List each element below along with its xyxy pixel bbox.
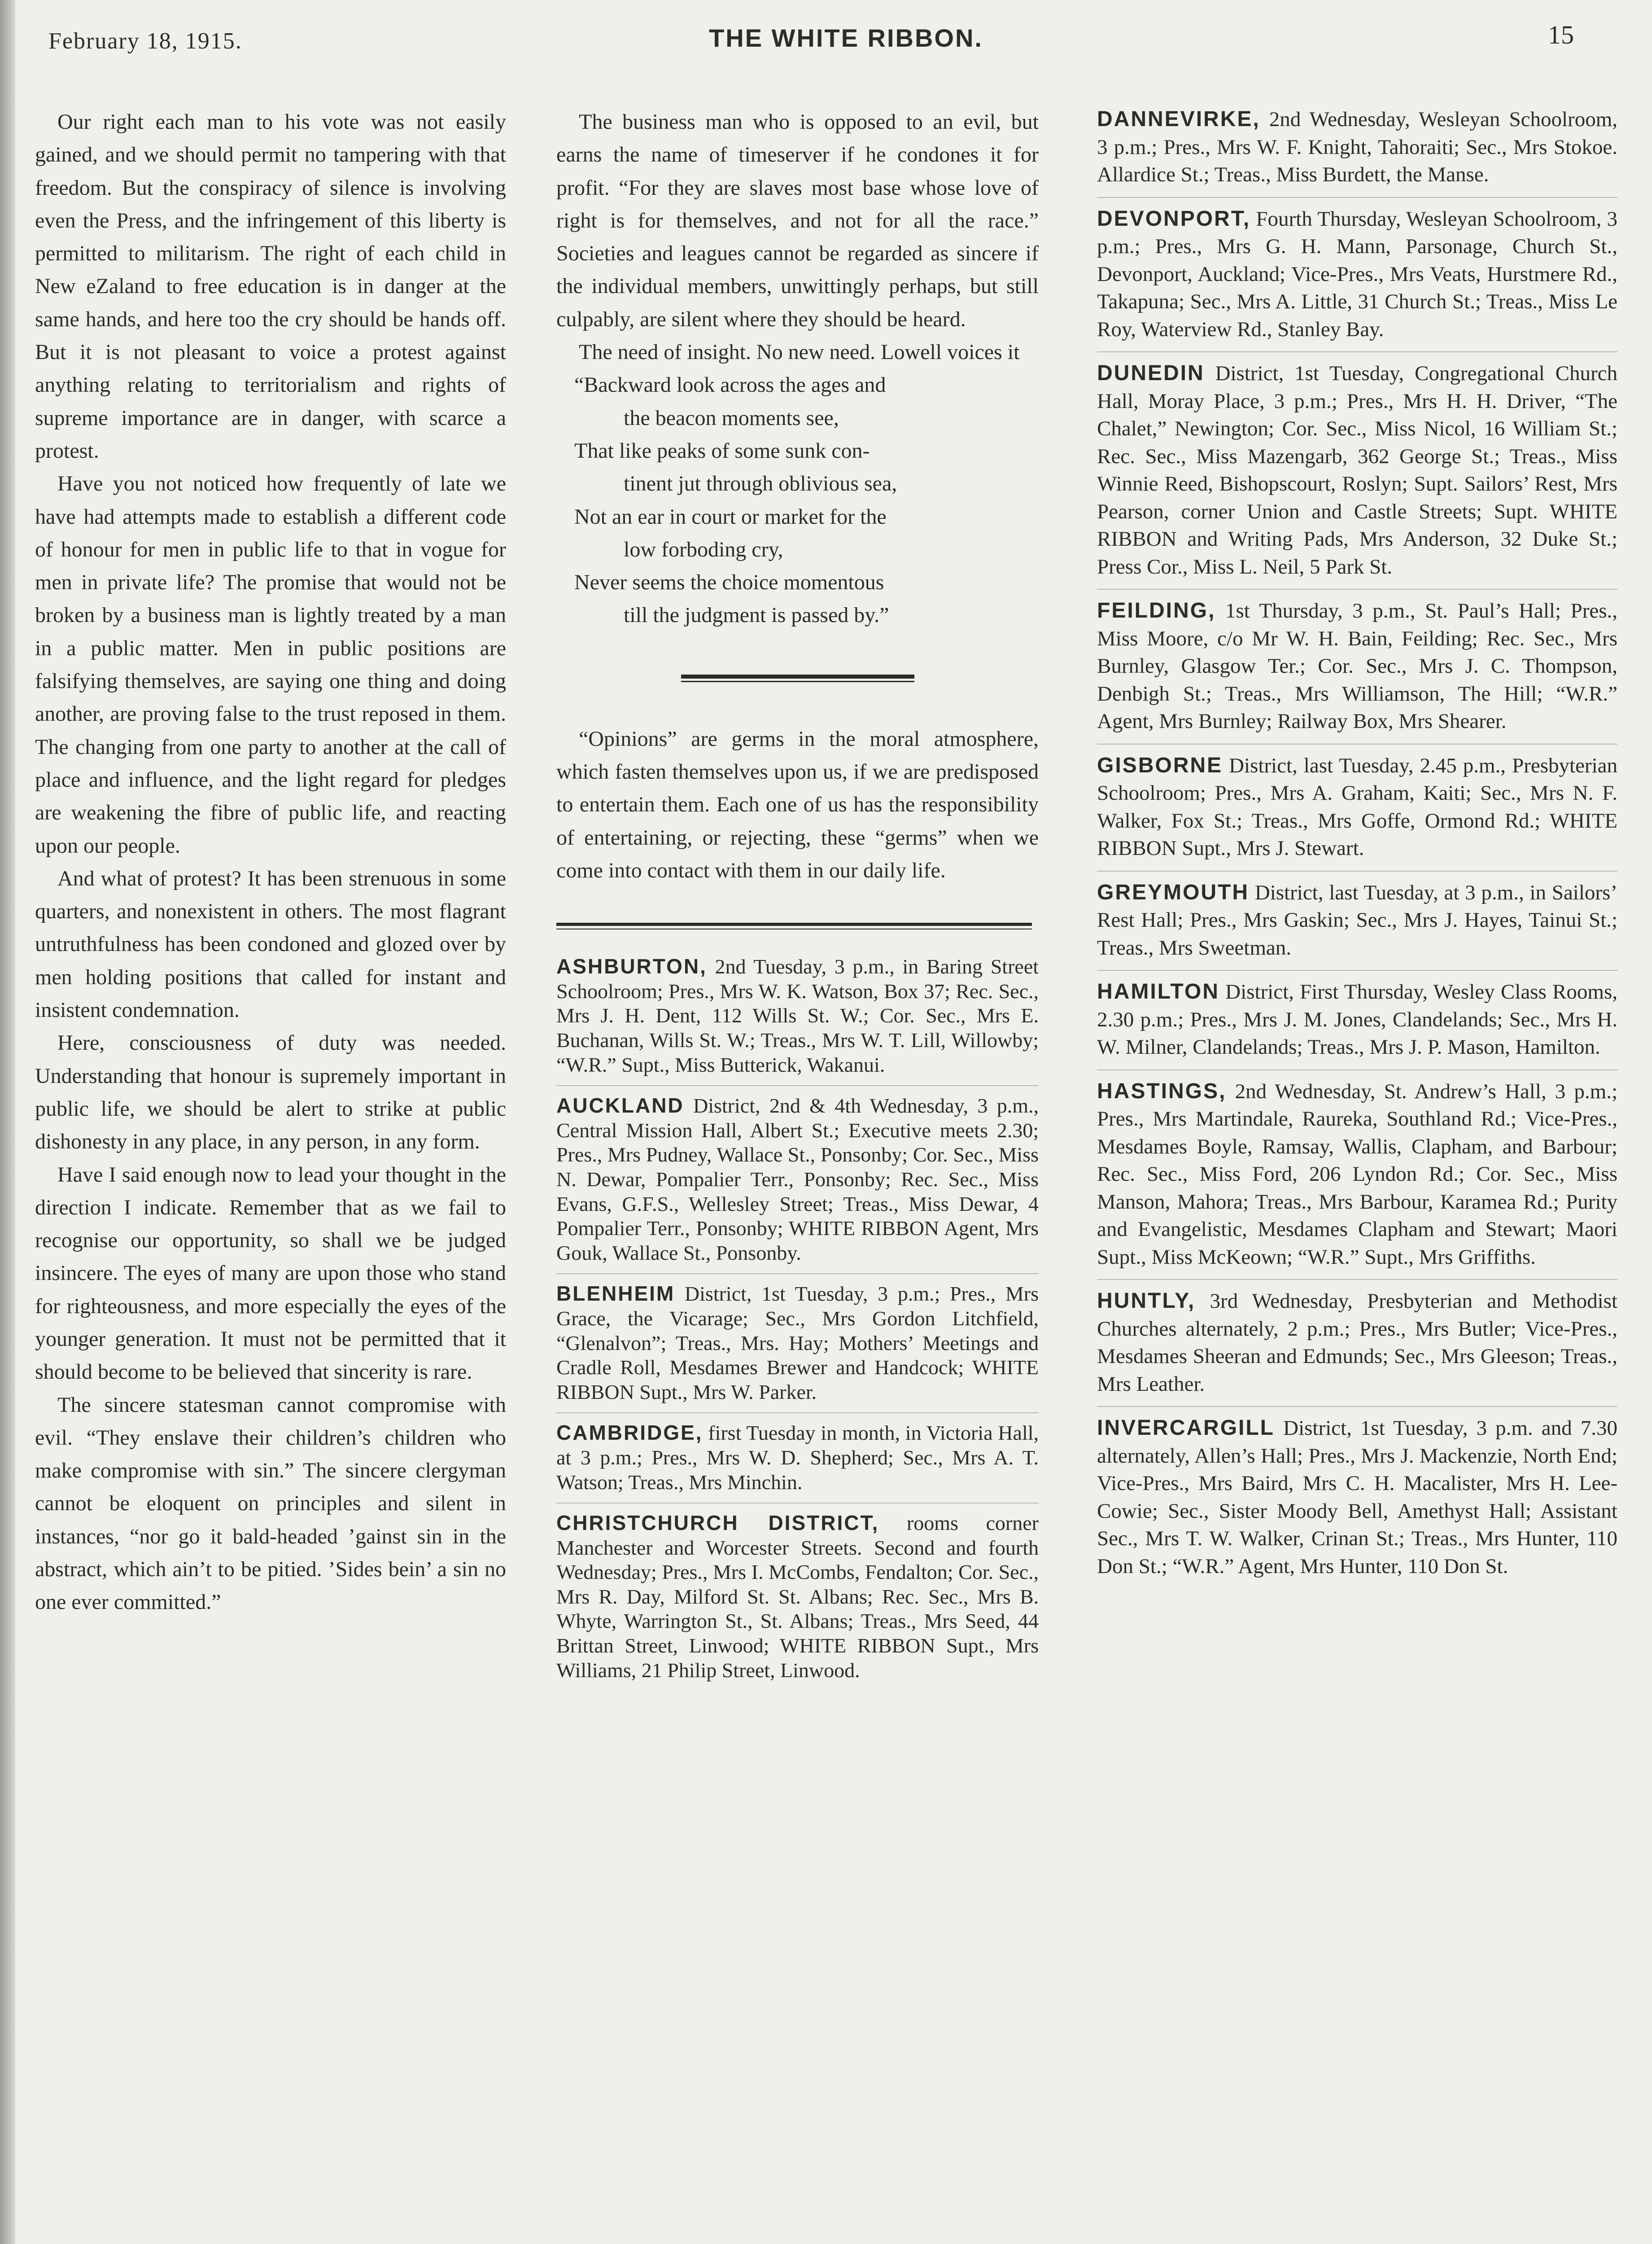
entry-text: Fourth Thursday, Wesleyan Schoolroom, 3 p.m.; Pres., Mrs G. H. Mann, Parsonage, Church St., Devonport, Auckland; Vice-Pres., Mrs Veats, Hurstmere Rd., Takapuna; Sec., Mrs A. Little, 31 Church St.; Treas., Miss Le Roy, Waterview Rd., Stanley Bay. — [1097, 207, 1618, 341]
directory-entry — [1097, 597, 1617, 745]
directory-entry — [1097, 1078, 1617, 1280]
entry-town: HUNTLY, — [1097, 1289, 1196, 1313]
directory-entry — [556, 954, 1039, 1086]
paragraph: The need of insight. No new need. Lowell voices it — [579, 340, 1020, 364]
poem-line: Never seems the choice momentous — [574, 570, 884, 595]
paragraph: “Opinions” are germs in the moral atmosphere, which fasten themselves upon us, if we are predisposed to entertain them. Each one of us has the responsibility of entertaining, or rejecting, these “germs” when we come into contact with them in our daily life. — [556, 727, 1039, 882]
entry-town: AUCKLAND — [556, 1094, 684, 1118]
entry-town: FEILDING, — [1097, 599, 1216, 622]
entry-town: ASHBURTON, — [556, 955, 707, 978]
entry-town: DUNEDIN — [1097, 361, 1205, 385]
poem-line: low forboding cry, — [624, 537, 783, 561]
article-column-2 — [556, 105, 1039, 1698]
poem-line: till the judgment is passed by.” — [624, 603, 889, 627]
paragraph: Our right each man to his vote was not easily gained, and we should permit no tampering with that freedom. But the conspiracy of silence is involving even the Press, and the infringement of this liberty is permitted to militarism. The right of each child in New eZaland to free education is in danger at the same hands, and here too the cry should be hands off. But it is not pleasant to voice a protest against anything relating to territorialism and rights of supreme importance are in danger, with scarce a protest. — [35, 110, 506, 463]
branch-directory-col3 — [1097, 105, 1617, 1595]
entry-town: DEVONPORT, — [1097, 206, 1251, 231]
entry-town: CHRISTCHURCH DISTRICT, — [556, 1511, 879, 1535]
entry-text: 1st Thursday, 3 p.m., St. Paul’s Hall; Pres., Miss Moore, c/o Mr W. H. Bain, Feilding; Rec. Sec., Mrs Burnley, Glasgow Ter.; Cor. Sec., Mrs J. C. Thompson, Denbigh St.; Treas., Mrs Williamson, The Hill; “W.R.” Agent, Mrs Burnley; Railway Box, Mrs Shearer. — [1097, 599, 1617, 733]
entry-town: BLENHEIM — [556, 1282, 675, 1306]
paragraph: The sincere statesman cannot compromise with evil. “They enslave their children’s children who make compromise with sin.” The sincere clergyman cannot be eloquent on principles and silent in instances, “nor go it bald-headed ’gainst sin in the abstract, which ain’t to be pitied. ’Sides bein’ a sin no one ever committed.” — [35, 1393, 506, 1614]
section-divider — [681, 675, 914, 682]
article-column-1 — [35, 105, 506, 1619]
directory-entry — [1097, 1414, 1617, 1588]
paragraph: Have you not noticed how frequently of late we have had attempts made to establish a different code of honour for men in public life to that in vogue for men in private life? The promise that would not be broken by a business man is lightly treated by a man in a public matter. Men in public positions are falsifying themselves, are saying one thing and doing another, are proving false to the trust reposed in them. The changing from one party to another at the call of place and influence, and the light regard for pledges are weakening the fibre of public life, and reacting upon our people. — [35, 472, 506, 858]
entry-text: first Tuesday in month, in Victoria Hall, at 3 p.m.; Pres., Mrs W. D. Shepherd; Sec., Mrs A. T. Watson; Treas., Mrs Minchin. — [556, 1421, 1039, 1494]
branch-directory-col2 — [556, 954, 1039, 1691]
poem-line: “Backward look across the ages and — [574, 373, 886, 397]
directory-entry — [1097, 752, 1617, 872]
poem-line: Not an ear in court or market for the — [574, 504, 887, 529]
entry-town: DANNEVIRKE, — [1097, 107, 1260, 131]
entry-town: GISBORNE — [1097, 753, 1223, 777]
directory-entry — [1097, 105, 1617, 198]
directory-entry — [556, 1093, 1039, 1274]
entry-text: District, last Tuesday, 2.45 p.m., Presbyterian Schoolroom; Pres., Mrs A. Graham, Kaiti; Sec., Mrs N. F. Walker, Fox St.; Treas., Mrs Goffe, Ormond Rd.; WHITE RIBBON Supt., Mrs J. Stewart. — [1097, 754, 1618, 860]
directory-entry — [1097, 1287, 1617, 1407]
poem-line: the beacon moments see, — [624, 406, 839, 430]
directory-entry — [1097, 879, 1617, 971]
header-date: February 18, 1915. — [48, 28, 242, 54]
page-number: 15 — [1548, 20, 1574, 49]
paragraph: The business man who is opposed to an evil, but earns the name of timeserver if he condones it for profit. “For they are slaves most base whose love of right is for themselves, and not for all the race.” Societies and leagues cannot be regarded as sincere if the individual members, unwittingly perhaps, but still culpably, are silent where they should be heard. — [556, 110, 1039, 331]
entry-town: GREYMOUTH — [1097, 880, 1249, 904]
page-binding-edge — [0, 0, 15, 2244]
entry-text: 3rd Wednesday, Presbyterian and Methodist Churches alternately, 2 p.m.; Pres., Mrs Butler; Vice-Pres., Mesdames Sheeran and Edmunds; Sec., Mrs Gleeson; Treas., Mrs Leather. — [1097, 1289, 1618, 1396]
directory-entry — [1097, 359, 1617, 590]
paragraph: Have I said enough now to lead your thought in the direction I indicate. Remember that as we fail to recognise our opportunity, so shall we be judged insincere. The eyes of many are upon those who stand for righteousness, and more especially the eyes of the younger generation. It must not be permitted that it should become to be believed that sincerity is rare. — [35, 1162, 506, 1384]
directory-entry — [556, 1281, 1039, 1413]
directory-divider — [556, 923, 1032, 929]
paragraph: Here, consciousness of duty was needed. Understanding that honour is supremely important in public life, we should be alert to strike at public dishonesty in any place, in any person, in any form. — [35, 1031, 506, 1154]
poem-line: That like peaks of some sunk con- — [574, 438, 870, 463]
entry-text: 2nd Wednesday, St. Andrew’s Hall, 3 p.m.; Pres., Mrs Martindale, Raureka, Southland Rd.; Vice-Pres., Mesdames Boyle, Ramsay, Wallis, Clapham, and Barbour; Rec. Sec., Miss Ford, 206 Lyndon Rd.; Cor. Sec., Miss Manson, Mahora; Treas., Mrs Barbour, Karamea Rd.; Purity and Evangelistic, Mesdames Clapham and Stewart; Maori Supt., Miss McKeown; “W.R.” Supt., Mrs Griffiths. — [1097, 1079, 1618, 1269]
entry-town: HASTINGS, — [1097, 1079, 1227, 1103]
entry-town: HAMILTON — [1097, 980, 1219, 1004]
entry-text: District, 1st Tuesday, 3 p.m.; Pres., Mrs Grace, the Vicarage; Sec., Mrs Gordon Litchfield, “Glenalvon”; Treas., Mrs. Hay; Mothers’ Meetings and Cradle Roll, Mesdames Brewer and Handcock; WHITE RIBBON Supt., Mrs W. Parker. — [556, 1282, 1039, 1403]
entry-text: rooms corner Manchester and Worcester Streets. Second and fourth Wednesday; Pres., Mrs I. McCombs, Fendalton; Cor. Sec., Mrs R. Day, Milford St. St. Albans; Rec. Sec., Mrs B. Whyte, Warrington St., St. Albans; Treas., Mrs Seed, 44 Brittan Street, Linwood; WHITE RIBBON Supt., Mrs Williams, 21 Philip Street, Linwood. — [556, 1512, 1039, 1682]
entry-text: District, First Thursday, Wesley Class Rooms, 2.30 p.m.; Pres., Mrs J. M. Jones, Clandelands; Sec., Mrs H. W. Milner, Clandelands; Treas., Mrs J. P. Mason, Hamilton. — [1097, 980, 1618, 1059]
lowell-quote-poem — [556, 368, 1039, 631]
entry-text: District, 1st Tuesday, Congregational Church Hall, Moray Place, 3 p.m.; Pres., Mrs H. H. Driver, “The Chalet,” Newington; Cor. Sec., Miss Nicol, 16 William St.; Rec. Sec., Miss Mazengarb, 362 George St.; Treas., Miss Winnie Reed, Bishopscourt, Roslyn; Supt. Sailors’ Rest, Mrs Pearson, corner Union and Castle Streets; Supt. WHITE RIBBON and Writing Pads, Mrs Anderson, 32 Duke St.; Press Cor., Miss L. Neil, 5 Park St. — [1097, 362, 1617, 579]
entry-text: District, 2nd & 4th Wednesday, 3 p.m., Central Mission Hall, Albert St.; Executive meets 2.30; Pres., Mrs Pudney, Wallace St., Ponsonby; Cor. Sec., Miss N. Dewar, Pompalier Terr., Ponsonby; Rec. Sec., Miss Evans, G.F.S., Wellesley Street; Treas., Miss Dewar, 4 Pompalier Terr., Ponsonby; WHITE RIBBON Agent, Mrs Gouk, Wallace St., Ponsonby. — [556, 1094, 1039, 1264]
entry-town: INVERCARGILL — [1097, 1416, 1275, 1440]
directory-entry — [556, 1420, 1039, 1503]
entry-text: District, 1st Tuesday, 3 p.m. and 7.30 alternately, Allen’s Hall; Pres., Mrs J. Mackenzie, North End; Vice-Pres., Mrs Baird, Mrs C. H. Macalister, Mrs H. Lee-Cowie; Sec., Sister Moody Bell, Amethyst Hall; Assistant Sec., Mrs T. W. Walker, Crinan St.; Treas., Mrs Hunter, 110 Don St.; “W.R.” Agent, Mrs Hunter, 110 Don St. — [1097, 1416, 1617, 1578]
directory-entry — [1097, 978, 1617, 1070]
entry-text: 2nd Wednesday, Wesleyan Schoolroom, 3 p.m.; Pres., Mrs W. F. Knight, Tahoraiti; Sec., Mrs Stokoe. Allardice St.; Treas., Miss Burdett, the Manse. — [1097, 108, 1618, 186]
article-continuation — [556, 105, 1039, 368]
poem-line: tinent jut through oblivious sea, — [624, 472, 897, 496]
header-title: THE WHITE RIBBON. — [709, 24, 983, 52]
directory-entry — [1097, 205, 1617, 353]
opinions-article — [556, 723, 1039, 887]
entry-town: CAMBRIDGE, — [556, 1421, 703, 1445]
paragraph: And what of protest? It has been strenuous in some quarters, and nonexistent in others. The most flagrant untruthfulness has been condoned and glozed over by men holding positions that called for instant and insistent condemnation. — [35, 866, 506, 1022]
entry-text: 2nd Tuesday, 3 p.m., in Baring Street Schoolroom; Pres., Mrs W. K. Watson, Box 37; Rec. Sec., Mrs J. H. Dent, 112 Wills St. W.; Cor. Sec., Mrs E. Buchanan, Wills St. W.; Treas., Mrs W. T. Lill, Willowby; “W.R.” Supt., Miss Butterick, Wakanui. — [556, 955, 1039, 1076]
entry-text: District, last Tuesday, at 3 p.m., in Sailors’ Rest Hall; Pres., Mrs Gaskin; Sec., Mrs J. Hayes, Tainui St.; Treas., Mrs Sweetman. — [1097, 881, 1617, 960]
directory-entry — [556, 1511, 1039, 1691]
